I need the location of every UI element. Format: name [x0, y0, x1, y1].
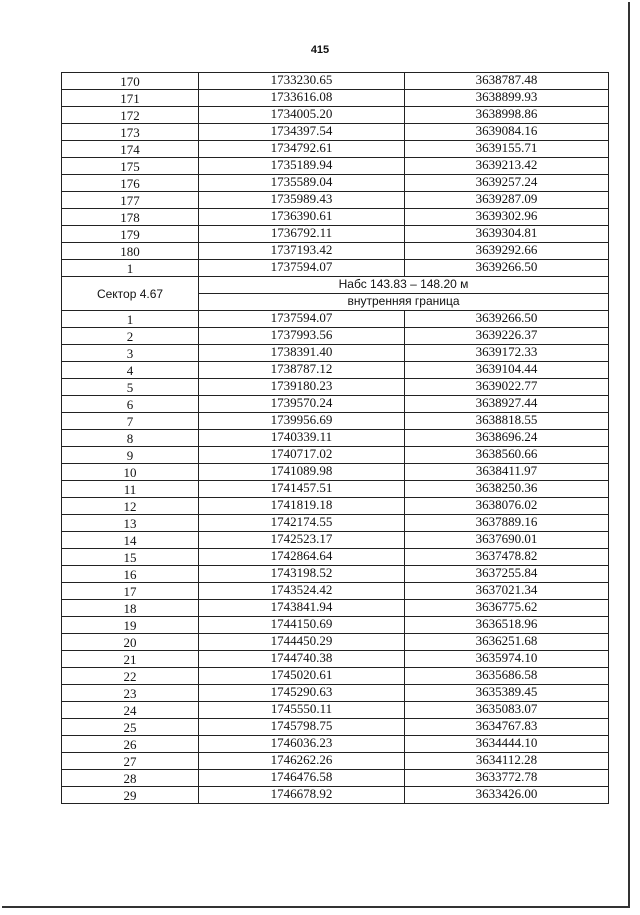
y-coordinate-cell: 3638411.97 — [405, 464, 609, 481]
x-coordinate-cell: 1736390.61 — [199, 209, 405, 226]
table-row — [62, 379, 609, 396]
table-row — [62, 566, 609, 583]
point-number-cell: 170 — [62, 73, 199, 90]
x-coordinate-cell: 1739180.23 — [199, 379, 405, 396]
coordinates-table — [61, 72, 609, 804]
x-coordinate-cell: 1737594.07 — [199, 311, 405, 328]
x-coordinate-cell: 1745290.63 — [199, 685, 405, 702]
point-number-cell: 24 — [62, 702, 199, 719]
table-row — [62, 498, 609, 515]
point-number-cell: 174 — [62, 141, 199, 158]
x-coordinate-cell: 1742864.64 — [199, 549, 405, 566]
y-coordinate-cell: 3634767.83 — [405, 719, 609, 736]
y-coordinate-cell: 3636775.62 — [405, 600, 609, 617]
table-row — [62, 124, 609, 141]
x-coordinate-cell: 1743841.94 — [199, 600, 405, 617]
table-row — [62, 345, 609, 362]
y-coordinate-cell: 3639257.24 — [405, 175, 609, 192]
table-row — [62, 362, 609, 379]
x-coordinate-cell: 1740339.11 — [199, 430, 405, 447]
table-row — [62, 787, 609, 804]
point-number-cell: 4 — [62, 362, 199, 379]
table-row — [62, 430, 609, 447]
x-coordinate-cell: 1735589.04 — [199, 175, 405, 192]
x-coordinate-cell: 1746262.26 — [199, 753, 405, 770]
rows-before — [62, 73, 609, 277]
x-coordinate-cell: 1737594.07 — [199, 260, 405, 277]
x-coordinate-cell: 1741089.98 — [199, 464, 405, 481]
point-number-cell: 179 — [62, 226, 199, 243]
table-row — [62, 668, 609, 685]
y-coordinate-cell: 3635083.07 — [405, 702, 609, 719]
x-coordinate-cell: 1740717.02 — [199, 447, 405, 464]
y-coordinate-cell: 3638927.44 — [405, 396, 609, 413]
point-number-cell: 21 — [62, 651, 199, 668]
table-row — [62, 396, 609, 413]
y-coordinate-cell: 3637255.84 — [405, 566, 609, 583]
x-coordinate-cell: 1746036.23 — [199, 736, 405, 753]
table-row — [62, 209, 609, 226]
table-row — [62, 226, 609, 243]
table-row — [62, 192, 609, 209]
point-number-cell: 172 — [62, 107, 199, 124]
table-row — [62, 447, 609, 464]
y-coordinate-cell: 3633426.00 — [405, 787, 609, 804]
table-row — [62, 532, 609, 549]
x-coordinate-cell: 1739570.24 — [199, 396, 405, 413]
table-row — [62, 260, 609, 277]
x-coordinate-cell: 1744450.29 — [199, 634, 405, 651]
y-coordinate-cell: 3639226.37 — [405, 328, 609, 345]
x-coordinate-cell: 1734397.54 — [199, 124, 405, 141]
table-row — [62, 311, 609, 328]
point-number-cell: 173 — [62, 124, 199, 141]
y-coordinate-cell: 3633772.78 — [405, 770, 609, 787]
x-coordinate-cell: 1738391.40 — [199, 345, 405, 362]
table-row — [62, 583, 609, 600]
y-coordinate-cell: 3638899.93 — [405, 90, 609, 107]
point-number-cell: 29 — [62, 787, 199, 804]
point-number-cell: 20 — [62, 634, 199, 651]
x-coordinate-cell: 1737993.56 — [199, 328, 405, 345]
x-coordinate-cell: 1742523.17 — [199, 532, 405, 549]
table-row — [62, 719, 609, 736]
y-coordinate-cell: 3639266.50 — [405, 260, 609, 277]
point-number-cell: 22 — [62, 668, 199, 685]
table-row — [62, 73, 609, 90]
x-coordinate-cell: 1742174.55 — [199, 515, 405, 532]
x-coordinate-cell: 1743198.52 — [199, 566, 405, 583]
table-row — [62, 90, 609, 107]
x-coordinate-cell: 1746476.58 — [199, 770, 405, 787]
y-coordinate-cell: 3636251.68 — [405, 634, 609, 651]
x-coordinate-cell: 1735189.94 — [199, 158, 405, 175]
point-number-cell: 17 — [62, 583, 199, 600]
sector-label: Сектор 4.67 — [62, 277, 199, 311]
point-number-cell: 27 — [62, 753, 199, 770]
x-coordinate-cell: 1744740.38 — [199, 651, 405, 668]
x-coordinate-cell: 1746678.92 — [199, 787, 405, 804]
table-row — [62, 770, 609, 787]
point-number-cell: 18 — [62, 600, 199, 617]
y-coordinate-cell: 3639104.44 — [405, 362, 609, 379]
point-number-cell: 10 — [62, 464, 199, 481]
point-number-cell: 23 — [62, 685, 199, 702]
point-number-cell: 14 — [62, 532, 199, 549]
table-row — [62, 243, 609, 260]
y-coordinate-cell: 3635686.58 — [405, 668, 609, 685]
table-row — [62, 464, 609, 481]
point-number-cell: 25 — [62, 719, 199, 736]
y-coordinate-cell: 3637021.34 — [405, 583, 609, 600]
point-number-cell: 7 — [62, 413, 199, 430]
sector-height-range: Набс 143.83 – 148.20 м — [199, 277, 609, 294]
table-row — [62, 328, 609, 345]
y-coordinate-cell: 3639022.77 — [405, 379, 609, 396]
point-number-cell: 176 — [62, 175, 199, 192]
y-coordinate-cell: 3639084.16 — [405, 124, 609, 141]
y-coordinate-cell: 3638076.02 — [405, 498, 609, 515]
y-coordinate-cell: 3638560.66 — [405, 447, 609, 464]
point-number-cell: 11 — [62, 481, 199, 498]
x-coordinate-cell: 1738787.12 — [199, 362, 405, 379]
x-coordinate-cell: 1736792.11 — [199, 226, 405, 243]
point-number-cell: 2 — [62, 328, 199, 345]
table-row — [62, 481, 609, 498]
sector-boundary: внутренняя граница — [199, 294, 609, 311]
table-row — [62, 158, 609, 175]
x-coordinate-cell: 1741819.18 — [199, 498, 405, 515]
x-coordinate-cell: 1743524.42 — [199, 583, 405, 600]
x-coordinate-cell: 1733230.65 — [199, 73, 405, 90]
point-number-cell: 5 — [62, 379, 199, 396]
y-coordinate-cell: 3635389.45 — [405, 685, 609, 702]
table-row — [62, 413, 609, 430]
point-number-cell: 28 — [62, 770, 199, 787]
table-row — [62, 175, 609, 192]
point-number-cell: 1 — [62, 260, 199, 277]
x-coordinate-cell: 1734792.61 — [199, 141, 405, 158]
point-number-cell: 16 — [62, 566, 199, 583]
y-coordinate-cell: 3637690.01 — [405, 532, 609, 549]
y-coordinate-cell: 3634112.28 — [405, 753, 609, 770]
table-row — [62, 600, 609, 617]
y-coordinate-cell: 3635974.10 — [405, 651, 609, 668]
table-row — [62, 736, 609, 753]
point-number-cell: 8 — [62, 430, 199, 447]
y-coordinate-cell: 3634444.10 — [405, 736, 609, 753]
point-number-cell: 178 — [62, 209, 199, 226]
y-coordinate-cell: 3639292.66 — [405, 243, 609, 260]
point-number-cell: 180 — [62, 243, 199, 260]
table-row — [62, 549, 609, 566]
table-row — [62, 753, 609, 770]
point-number-cell: 175 — [62, 158, 199, 175]
y-coordinate-cell: 3639304.81 — [405, 226, 609, 243]
y-coordinate-cell: 3639155.71 — [405, 141, 609, 158]
y-coordinate-cell: 3638818.55 — [405, 413, 609, 430]
sector-header-row — [62, 277, 609, 294]
point-number-cell: 26 — [62, 736, 199, 753]
y-coordinate-cell: 3639213.42 — [405, 158, 609, 175]
x-coordinate-cell: 1745020.61 — [199, 668, 405, 685]
table-row — [62, 685, 609, 702]
y-coordinate-cell: 3638696.24 — [405, 430, 609, 447]
table-row — [62, 617, 609, 634]
table-row — [62, 651, 609, 668]
point-number-cell: 177 — [62, 192, 199, 209]
table-row — [62, 515, 609, 532]
x-coordinate-cell: 1745550.11 — [199, 702, 405, 719]
table-row — [62, 702, 609, 719]
y-coordinate-cell: 3639266.50 — [405, 311, 609, 328]
point-number-cell: 171 — [62, 90, 199, 107]
y-coordinate-cell: 3637478.82 — [405, 549, 609, 566]
y-coordinate-cell: 3639287.09 — [405, 192, 609, 209]
x-coordinate-cell: 1735989.43 — [199, 192, 405, 209]
x-coordinate-cell: 1744150.69 — [199, 617, 405, 634]
y-coordinate-cell: 3637889.16 — [405, 515, 609, 532]
point-number-cell: 9 — [62, 447, 199, 464]
point-number-cell: 1 — [62, 311, 199, 328]
table-row — [62, 141, 609, 158]
point-number-cell: 6 — [62, 396, 199, 413]
x-coordinate-cell: 1739956.69 — [199, 413, 405, 430]
table-row — [62, 634, 609, 651]
sector-header — [62, 277, 609, 311]
point-number-cell: 15 — [62, 549, 199, 566]
point-number-cell: 12 — [62, 498, 199, 515]
y-coordinate-cell: 3638250.36 — [405, 481, 609, 498]
x-coordinate-cell: 1741457.51 — [199, 481, 405, 498]
point-number-cell: 3 — [62, 345, 199, 362]
y-coordinate-cell: 3638787.48 — [405, 73, 609, 90]
x-coordinate-cell: 1745798.75 — [199, 719, 405, 736]
y-coordinate-cell: 3639302.96 — [405, 209, 609, 226]
rows-after — [62, 311, 609, 804]
x-coordinate-cell: 1733616.08 — [199, 90, 405, 107]
point-number-cell: 19 — [62, 617, 199, 634]
page-number: 415 — [310, 44, 330, 56]
x-coordinate-cell: 1734005.20 — [199, 107, 405, 124]
table-row — [62, 107, 609, 124]
y-coordinate-cell: 3639172.33 — [405, 345, 609, 362]
y-coordinate-cell: 3638998.86 — [405, 107, 609, 124]
y-coordinate-cell: 3636518.96 — [405, 617, 609, 634]
point-number-cell: 13 — [62, 515, 199, 532]
x-coordinate-cell: 1737193.42 — [199, 243, 405, 260]
